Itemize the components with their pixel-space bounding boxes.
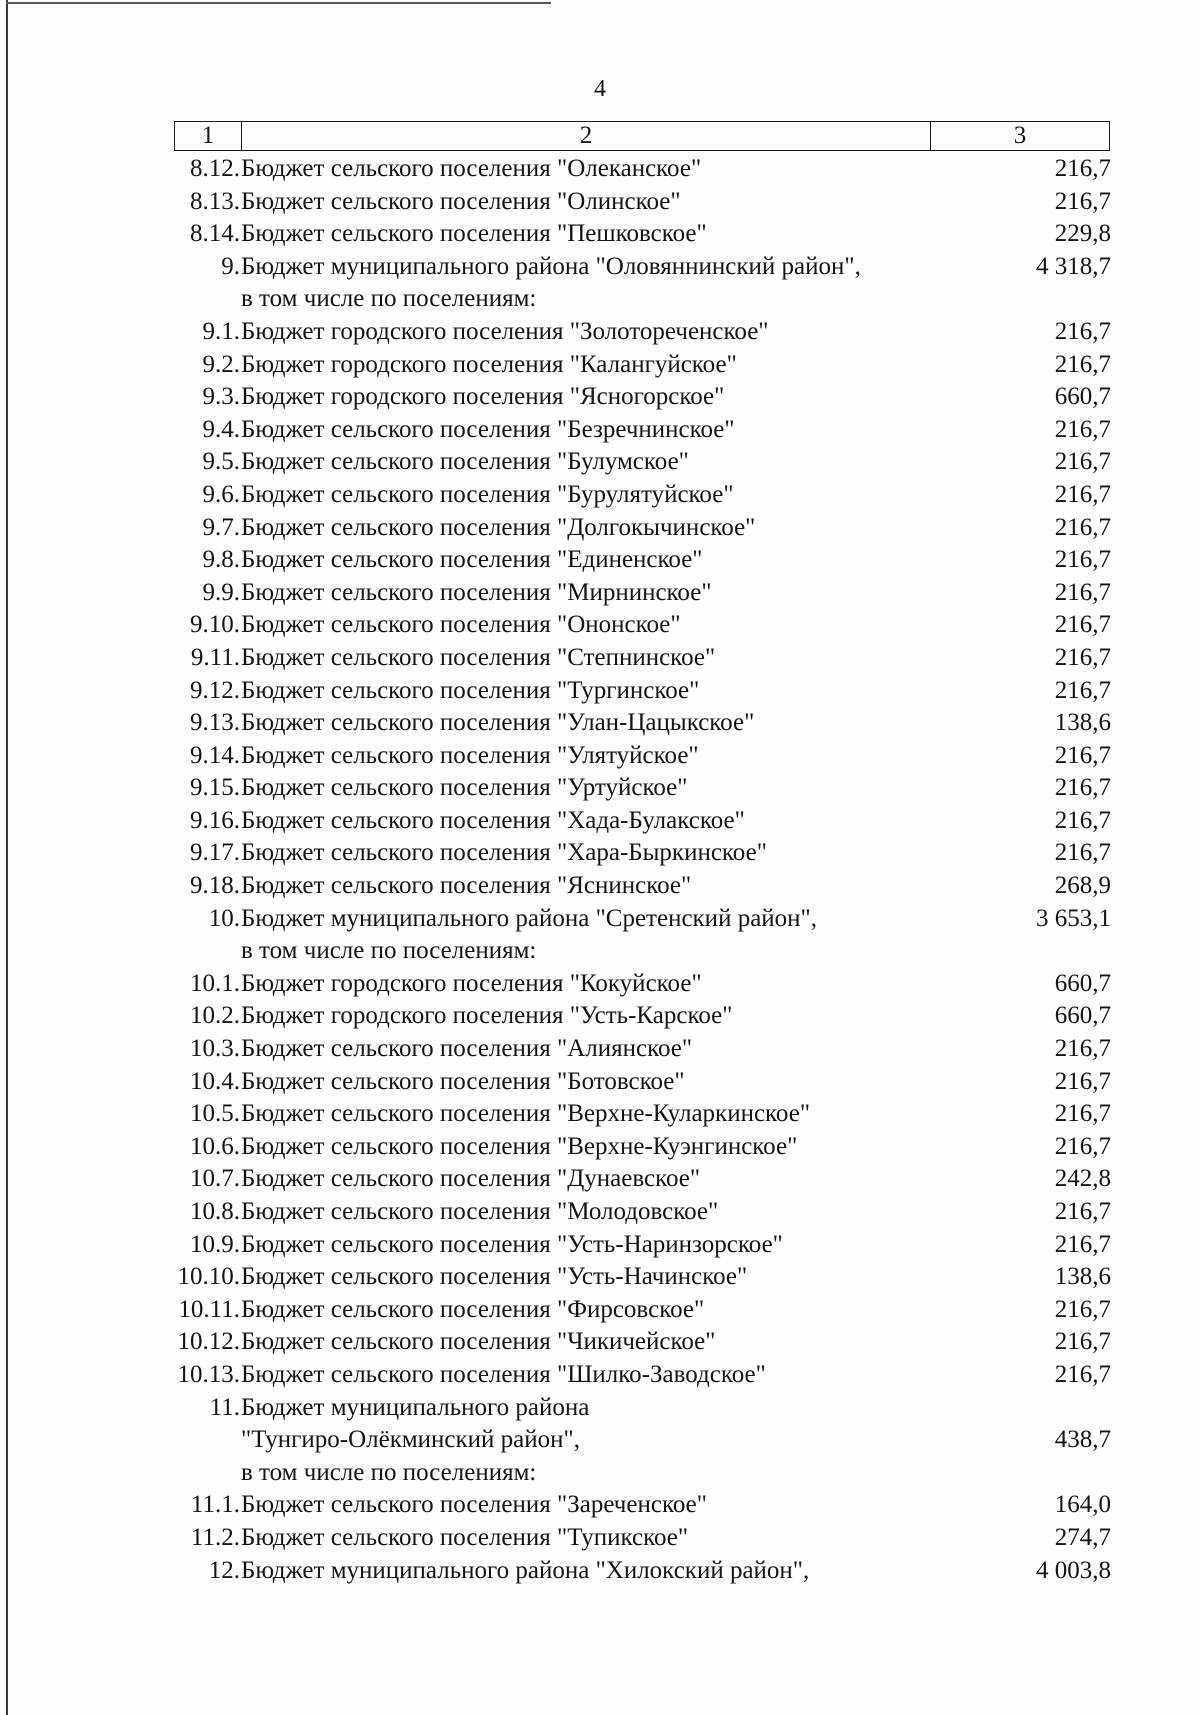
table-row: [0, 544, 1200, 577]
row-description: [241, 1098, 810, 1131]
table-row: [0, 837, 1200, 870]
row-description: [241, 1522, 688, 1555]
table-row: [0, 1163, 1200, 1196]
row-description-line: Бюджет сельского поселения "Бурулятуйское": [241, 480, 734, 508]
table-row: [0, 1489, 1200, 1522]
table-row: [0, 1261, 1200, 1294]
row-amount: 216,7: [1054, 155, 1111, 182]
table-row: [0, 1326, 1200, 1359]
row-number: 9.12.: [190, 676, 240, 704]
row-description: [241, 251, 861, 316]
row-number: 10.9.: [190, 1230, 240, 1258]
row-description-line: Бюджет сельского поселения "Усть-Наринзорское": [241, 1230, 783, 1258]
row-amount: 216,7: [1054, 774, 1111, 802]
table-row: [0, 1392, 1200, 1490]
table-row: [0, 218, 1200, 251]
row-description: [241, 577, 712, 610]
table-row: [0, 1033, 1200, 1066]
row-amount: 216,7: [1054, 187, 1111, 215]
table-row: [0, 381, 1200, 414]
row-description-line: Бюджет сельского поселения "Безречнинское": [241, 415, 735, 443]
row-description-line: Бюджет городского поселения "Золотореченское": [241, 317, 769, 345]
row-number: 9.7.: [202, 513, 240, 541]
row-number: 9.15.: [190, 774, 240, 802]
row-description: [241, 381, 724, 414]
row-amount: 216,7: [1054, 1328, 1111, 1356]
row-amount: 216,7: [1054, 839, 1111, 867]
row-number: 8.13.: [190, 187, 240, 215]
row-description: [241, 740, 699, 773]
row-description: [241, 1066, 685, 1099]
row-description: [241, 153, 701, 186]
row-number: 9.: [221, 252, 240, 280]
row-number: 10.13.: [177, 1360, 240, 1388]
row-amount: 216,7: [1054, 611, 1111, 639]
row-number: 9.17.: [190, 839, 240, 867]
row-description-line: Бюджет сельского поселения "Булумское": [241, 448, 689, 476]
row-description-line: Бюджет муниципального района: [241, 1393, 590, 1421]
row-description-line: Бюджет сельского поселения "Пешковское": [241, 220, 707, 248]
row-amount: 216,7: [1054, 546, 1111, 574]
row-description-line: Бюджет сельского поселения "Олеканское": [241, 155, 702, 182]
row-number: 9.8.: [202, 546, 240, 574]
table-row: [0, 1000, 1200, 1033]
row-description: [241, 1294, 704, 1327]
row-description-line: Бюджет сельского поселения "Усть-Начинское": [241, 1263, 748, 1291]
table-row: [0, 870, 1200, 903]
row-description-line: Бюджет сельского поселения "Долгокычинское": [241, 513, 756, 541]
row-description: [241, 1359, 766, 1392]
header-col-2: 2: [242, 122, 931, 150]
row-description: [241, 1033, 692, 1066]
row-description-line: Бюджет городского поселения "Кокуйское": [241, 969, 702, 997]
row-amount: 164,0: [1054, 1491, 1111, 1519]
table-row: [0, 1131, 1200, 1164]
row-number: 10.12.: [177, 1328, 240, 1356]
table-row: [0, 1229, 1200, 1262]
table-row: [0, 707, 1200, 740]
page-number: 4: [594, 76, 606, 102]
row-description: [241, 1196, 718, 1229]
table-row: [0, 1359, 1200, 1392]
table-row: [0, 153, 1200, 186]
row-description-line: Бюджет сельского поселения "Тупикское": [241, 1523, 689, 1551]
row-description-line: Бюджет сельского поселения "Ононское": [241, 611, 681, 639]
row-description: [241, 1229, 783, 1262]
row-description: [241, 414, 735, 447]
row-description: [241, 1261, 747, 1294]
row-amount: 216,7: [1054, 513, 1111, 541]
row-description-line: Бюджет сельского поселения "Шилко-Заводское": [241, 1360, 766, 1388]
row-amount: 274,7: [1054, 1523, 1111, 1551]
row-number: 9.10.: [190, 611, 240, 639]
row-number: 11.1.: [190, 1491, 240, 1519]
row-amount: 3 653,1: [1036, 904, 1111, 932]
row-description: [241, 805, 745, 838]
row-description-line: Бюджет сельского поселения "Фирсовское": [241, 1295, 705, 1323]
row-amount: 268,9: [1054, 872, 1111, 900]
row-description: [241, 186, 681, 219]
row-description-line: Бюджет сельского поселения "Олинское": [241, 187, 681, 215]
row-number: 10.3.: [190, 1035, 240, 1063]
row-amount: 216,7: [1054, 1230, 1111, 1258]
row-number: 11.2.: [190, 1523, 240, 1551]
row-number: 9.11.: [190, 643, 240, 671]
row-description: [241, 870, 691, 903]
row-number: 9.2.: [202, 350, 240, 378]
row-amount: 216,7: [1054, 1295, 1111, 1323]
row-number: 9.3.: [202, 383, 240, 411]
row-description: [241, 512, 755, 545]
row-number: 8.14.: [190, 220, 240, 248]
table-row: [0, 186, 1200, 219]
table-row: [0, 349, 1200, 382]
row-number: 9.1.: [202, 317, 240, 345]
budget-table-body: [0, 153, 1200, 1587]
row-description: [241, 837, 767, 870]
table-row: [0, 577, 1200, 610]
row-description: [241, 316, 769, 349]
row-amount: 216,7: [1054, 350, 1111, 378]
table-row: [0, 1294, 1200, 1327]
row-description-line: Бюджет сельского поселения "Хара-Быркинское": [241, 839, 767, 867]
row-description-line: в том числе по поселениям:: [241, 937, 537, 965]
row-description: [241, 218, 707, 251]
table-row: [0, 1196, 1200, 1229]
row-description: [241, 675, 699, 708]
row-number: 10.4.: [190, 1067, 240, 1095]
row-number: 9.4.: [202, 415, 240, 443]
row-number: 9.9.: [202, 578, 240, 606]
row-number: 10.10.: [177, 1263, 240, 1291]
row-number: 10.8.: [190, 1198, 240, 1225]
row-description: [241, 772, 687, 805]
row-amount: 4 003,8: [1036, 1556, 1111, 1584]
row-amount: 216,7: [1054, 1198, 1111, 1225]
row-description: [241, 1000, 732, 1033]
table-row: [0, 740, 1200, 773]
row-amount: 216,7: [1054, 1067, 1111, 1095]
row-description-line: Бюджет сельского поселения "Алиянское": [241, 1035, 693, 1063]
row-amount: 229,8: [1054, 220, 1111, 248]
row-amount: 138,6: [1054, 709, 1111, 737]
row-description: [241, 1489, 707, 1522]
row-amount: 438,7: [1054, 1426, 1111, 1454]
row-description: [241, 544, 703, 577]
row-description: [241, 1163, 700, 1196]
row-description-line: "Тунгиро-Олёкминский район",: [241, 1426, 580, 1454]
row-amount: 216,7: [1054, 676, 1111, 704]
row-amount: 660,7: [1054, 969, 1111, 997]
row-description-line: Бюджет сельского поселения "Единенское": [241, 546, 703, 574]
row-number: 10.7.: [190, 1165, 240, 1193]
row-description-line: Бюджет сельского поселения "Мирнинское": [241, 578, 712, 606]
row-description: [241, 1131, 797, 1164]
row-number: 10.2.: [190, 1002, 240, 1030]
row-description-line: Бюджет сельского поселения "Улятуйское": [241, 741, 699, 769]
row-number: 9.14.: [190, 741, 240, 769]
row-description-line: Бюджет сельского поселения "Чикичейское": [241, 1328, 716, 1356]
table-row: [0, 642, 1200, 675]
row-description-line: в том числе по поселениям:: [241, 285, 537, 313]
row-description: [241, 968, 702, 1001]
row-amount: 138,6: [1054, 1263, 1111, 1291]
row-amount: 216,7: [1054, 1035, 1111, 1063]
row-description-line: Бюджет городского поселения "Усть-Карское": [241, 1002, 733, 1030]
row-amount: 242,8: [1054, 1165, 1111, 1193]
row-description-line: в том числе по поселениям:: [241, 1458, 537, 1486]
row-description-line: Бюджет сельского поселения "Ботовское": [241, 1067, 685, 1095]
row-description-line: Бюджет сельского поселения "Уртуйское": [241, 774, 688, 802]
row-description: [241, 903, 817, 968]
row-description: [241, 479, 734, 512]
table-row: [0, 446, 1200, 479]
row-description-line: Бюджет сельского поселения "Зареченское": [241, 1491, 707, 1519]
row-number: 9.13.: [190, 709, 240, 737]
row-number: 10.11.: [178, 1295, 240, 1323]
row-number: 10.5.: [190, 1100, 240, 1128]
row-number: 9.16.: [190, 806, 240, 834]
row-description: [241, 1392, 589, 1490]
table-row: [0, 414, 1200, 447]
row-description-line: Бюджет муниципального района "Сретенский район",: [241, 904, 818, 932]
row-amount: 660,7: [1054, 1002, 1111, 1030]
row-amount: 216,7: [1054, 1132, 1111, 1160]
row-description: [241, 609, 681, 642]
row-description: [241, 349, 737, 382]
row-description-line: Бюджет сельского поселения "Дунаевское": [241, 1165, 701, 1193]
table-row: [0, 805, 1200, 838]
table-row: [0, 1098, 1200, 1131]
header-col-3: 3: [1013, 122, 1027, 149]
table-row: [0, 512, 1200, 545]
row-amount: 660,7: [1054, 383, 1111, 411]
table-row: [0, 772, 1200, 805]
table-row: [0, 609, 1200, 642]
row-amount: 216,7: [1054, 1360, 1111, 1388]
table-row: [0, 675, 1200, 708]
row-description-line: Бюджет сельского поселения "Тургинское": [241, 676, 700, 704]
row-description-line: Бюджет сельского поселения "Молодовское": [241, 1198, 719, 1225]
table-row: [0, 903, 1200, 968]
table-row: [0, 1066, 1200, 1099]
row-description: [241, 1326, 716, 1359]
scan-edge-top: [6, 2, 551, 4]
row-amount: 216,7: [1054, 643, 1111, 671]
row-amount: 216,7: [1054, 317, 1111, 345]
row-amount: 216,7: [1054, 806, 1111, 834]
row-description: [241, 642, 715, 675]
row-description: [241, 446, 689, 479]
row-description-line: Бюджет сельского поселения "Верхне-Куларкинское": [241, 1100, 811, 1128]
table-row: [0, 316, 1200, 349]
table-header: [174, 121, 1110, 151]
table-row: [0, 1522, 1200, 1555]
row-amount: 216,7: [1054, 415, 1111, 443]
table-row: [0, 479, 1200, 512]
row-number: 9.6.: [202, 480, 240, 508]
row-number: 10.1.: [190, 969, 240, 997]
row-number: 10.6.: [190, 1132, 240, 1160]
row-description: [241, 1555, 809, 1588]
row-amount: 216,7: [1054, 1100, 1111, 1128]
row-number: 12.: [208, 1556, 240, 1584]
row-description-line: Бюджет сельского поселения "Степнинское": [241, 643, 716, 671]
row-description: [241, 707, 754, 740]
table-row: [0, 1555, 1200, 1588]
header-col-1: 1: [175, 122, 242, 150]
row-description-line: Бюджет городского поселения "Калангуйское": [241, 350, 737, 378]
row-description-line: Бюджет муниципального района "Оловяннинский район",: [241, 252, 861, 280]
row-description-line: Бюджет сельского поселения "Улан-Цацыкское": [241, 709, 755, 737]
row-description-line: Бюджет сельского поселения "Хада-Булакское": [241, 806, 745, 834]
row-amount: 216,7: [1054, 741, 1111, 769]
row-number: 11.: [209, 1393, 240, 1421]
row-description-line: Бюджет сельского поселения "Верхне-Куэнгинское": [241, 1132, 798, 1160]
row-amount: 216,7: [1054, 578, 1111, 606]
row-number: 10.: [208, 904, 240, 932]
table-row: [0, 251, 1200, 316]
row-description-line: Бюджет сельского поселения "Яснинское": [241, 872, 692, 900]
row-number: 8.12.: [190, 155, 240, 182]
row-amount: 4 318,7: [1036, 252, 1111, 280]
table-row: [0, 968, 1200, 1001]
row-amount: 216,7: [1054, 448, 1111, 476]
row-description-line: Бюджет муниципального района "Хилокский район",: [241, 1556, 810, 1584]
row-number: 9.5.: [202, 448, 240, 476]
row-amount: 216,7: [1054, 480, 1111, 508]
row-description-line: Бюджет городского поселения "Ясногорское": [241, 383, 725, 411]
row-number: 9.18.: [190, 872, 240, 900]
